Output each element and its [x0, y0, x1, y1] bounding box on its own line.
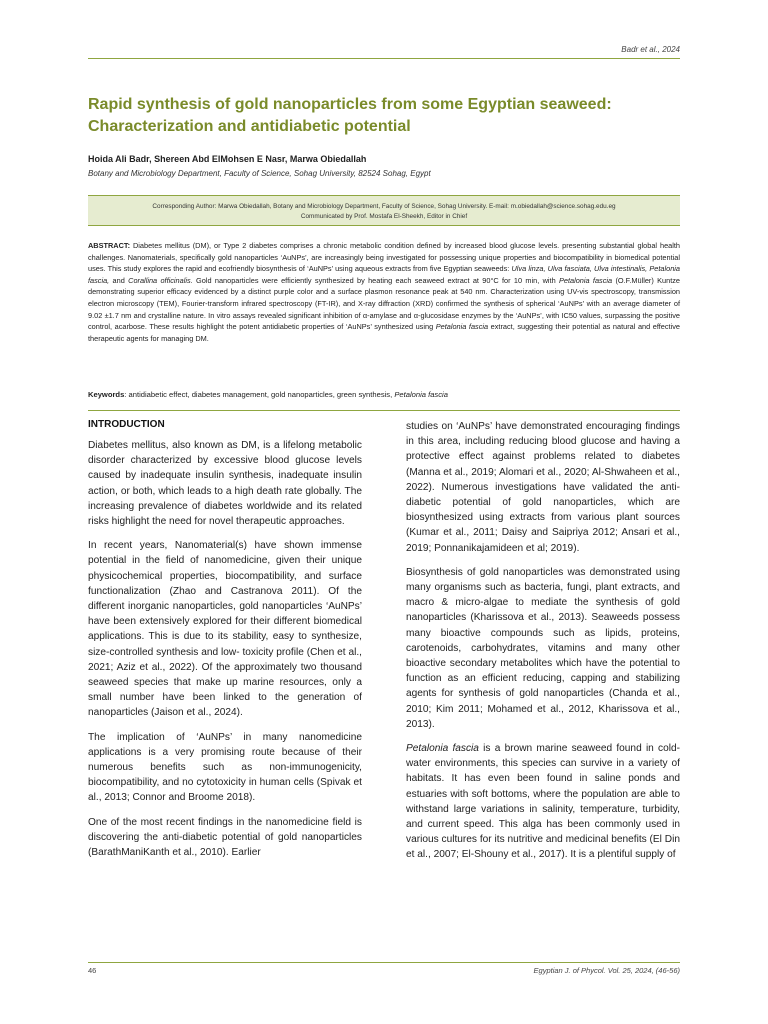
keywords: [88, 390, 680, 399]
paragraph: Diabetes mellitus, also known as DM, is a lifelong metabolic disorder characterized by excessive blood glucose levels caused by inadequate insulin synthesis, inadequate insulin action, or both, which leads to a high death rate globally. The increasing prevalence of diabetes worldwide and its related risks highlight the need for novel therapeutic approaches.: [88, 440, 362, 528]
abstract-species-pf1: Petalonia fascia: [558, 275, 613, 285]
paragraph: The implication of ‘AuNPs’ in many nanomedicine applications is a very promising route because of their numerous benefits such as non-immunogenicity, biocompatibility, and no cytotoxicity in human cells (Spivak et al., 2013; Connor and Broome 2018).: [88, 731, 362, 804]
species-name: Petalonia fascia: [406, 743, 479, 755]
corresponding-author-text: Corresponding Author: Marwa Obiedallah, Botany and Microbiology Department, Faculty of Science, Sohag University. E-mail: m.obiedallah@science.sohag.edu.eg: [152, 203, 616, 210]
body-divider: [88, 410, 680, 411]
footer-divider: [88, 962, 680, 963]
introduction-heading: INTRODUCTION: [88, 419, 165, 430]
keywords-text: : antidiabetic effect, diabetes management, gold nanoparticles, green synthesis,: [124, 390, 395, 399]
affiliation: Botany and Microbiology Department, Faculty of Science, Sohag University, 82524 Sohag, Egypt: [88, 169, 431, 178]
paragraph: Biosynthesis of gold nanoparticles was demonstrated using many organisms such as bacteria, fungi, plant extracts, and macro & micro-algae to mediate the synthesis of gold nanoparticles (Kharissova et al., 2013). Seaweeds possess many bioactive compounds such as lipids, proteins, carotenoids, carbohydrates, vitamins and many other bioactive secondary metabolites which have the potential to function as an efficient reducing, capping and stabilizing agents for synthesis of gold nanoparticles (Chanda et al., 2010; Kim 2011; Mohamed et al., 2012, Kharissova et al., 2013).: [406, 566, 680, 730]
corresponding-author-box: [88, 195, 680, 226]
paragraph: [406, 741, 680, 863]
abstract-text-2: . Gold nanoparticles were efficiently synthesized by heating each seaweed extract at 90°C for 10 min, with: [190, 275, 559, 285]
communicated-by-text: Communicated by Prof. Mostafa El-Sheekh, Editor in Chief: [300, 213, 468, 220]
article-title: Rapid synthesis of gold nanoparticles from some Egyptian seaweed: Characterization and antidiabetic potential: [88, 96, 612, 135]
abstract-species-list: Ulva linza, Ulva fasciata, Ulva intestinalis, Petalonia fascia,: [88, 264, 681, 285]
abstract-text-and: and: [109, 275, 129, 285]
abstract-species-pf2: Petalonia fascia: [435, 322, 489, 332]
left-column: [88, 419, 362, 869]
abstract: [88, 240, 680, 344]
keywords-label: Keywords: [88, 390, 125, 399]
abstract-label: ABSTRACT:: [88, 241, 131, 250]
header-divider: [88, 58, 680, 59]
keywords-species: Petalonia fascia: [394, 390, 448, 399]
paragraph: studies on ‘AuNPs’ have demonstrated encouraging findings in this area, including reducing blood glucose and having a protective effect against problems related to diabetes (Manna et al., 2019; Alomari et al., 2020; Al-Shwaheen et al., 2022). Numerous investigations have validated the anti-diabetic potential of gold nanoparticles, which are biosynthesized using extracts from various plant sources (Kumar et al., 2011; Daisy and Saipriya 2012; Ansari et al., 2019; Ponnanikajamideen et al; 2019).: [406, 421, 680, 554]
paragraph-text: is a brown marine seaweed found in cold-water environments, this species can survive in a variety of habitats. It has even been found in saline ponds and estuaries with soft bottoms, where the population are able to withstand large variations in salinity, temperature, turbidity, and current speed. This alga has been commonly used in various cultures for its nutritive and medicinal benefits (El Din et al., 2007; El-Shouny et al., 2017). It is a plentiful supply of: [406, 743, 681, 861]
abstract-text-1: Diabetes mellitus (DM), or Type 2 diabetes comprises a chronic metabolic condition defined by increased blood glucose levels. presenting substantial global health challenges. Nanomaterials, specifically gold nanoparticles ‘AuNPs’, are increasingly being investigated for possessing unique properties and biocompatibility in biomedical potential uses. This study explores the rapid and ecofriendly biosynthesis of ‘AuNPs’ using aqueous extracts from five Egyptian seaweeds:: [88, 241, 680, 274]
running-head: Badr et al., 2024: [621, 45, 680, 54]
abstract-species-last: Corallina officinalis: [128, 275, 191, 285]
paragraph: One of the most recent findings in the nanomedicine field is discovering the anti-diabetic potential of gold nanoparticles (BarathManiKanth et al., 2010). Earlier: [88, 816, 362, 859]
abstract-text-4: extract, suggesting their potential as natural and effective therapeutic agents for managing DM.: [88, 322, 680, 343]
paragraph: In recent years, Nanomaterial(s) have shown immense potential in the field of nanomedicine, given their unique physicochemical properties, biocompatibility, and surface functionalization (Zhao and Castranova 2011). Of the different inorganic nanoparticles, gold nanoparticles ‘AuNPs’ have been extensively explored for their different biomedical applications. This is due to its stability, easy to synthesize, size-controlled synthesis and low- toxicity profile (Chen et al., 2021; Aziz et al., 2022). Of the approximately two thousand seaweed species that make up marine resources, only a small number have been linked to the generation of nanoparticles (Jaison et al., 2024).: [88, 540, 362, 719]
author-list: Hoida Ali Badr, Shereen Abd ElMohsen E Nasr, Marwa Obiedallah: [88, 154, 367, 164]
journal-citation: Egyptian J. of Phycol. Vol. 25, 2024, (46-56): [533, 966, 680, 975]
right-column: [406, 419, 680, 872]
abstract-text-3: (O.F.Müller) Kuntze demonstrating superior efficacy evidenced by a distinct purple color and a surface plasmon resonance peak at 540 nm. Characterization using UV-vis spectroscopy, transmission electron microscopy (TEM), Fourier-transform infrared spectroscopy (FT-IR), and X-ray diffraction (XRD) confirmed the synthesis of spherical ‘AuNPs’ with an average diameter of 9.02 ±1.7 nm and crystalline nature. In vitro assays revealed significant inhibition of α-amylase and α-glucosidase enzymes by the ‘AuNPs’, with IC50 values, surpassing the positive control, acarbose. These results highlight the potent antidiabetic properties of ‘AuNPs’ synthesized using: [88, 275, 680, 332]
page-number: 46: [88, 966, 97, 975]
